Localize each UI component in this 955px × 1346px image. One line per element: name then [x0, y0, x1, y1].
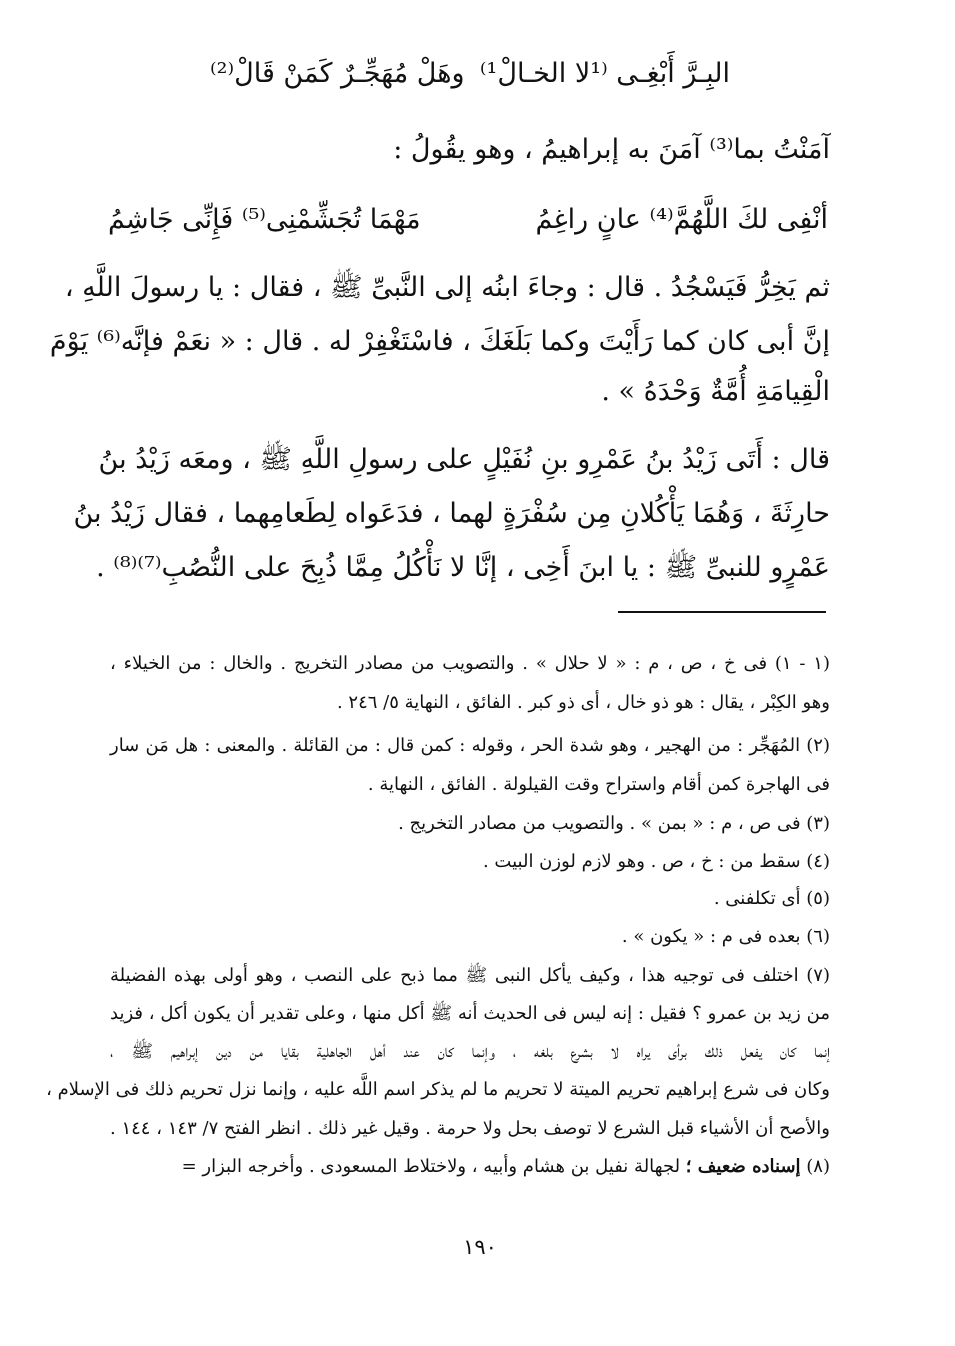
footnote-2-line-2: فى الهاجرة كمن أقام واستراح وقت القيلولة . الفائق ، النهاية . [367, 774, 830, 795]
verse-2-first-hemistich: أنْفِى لكَ اللَّهُمَّ⁽⁴⁾ عانٍ راغِمُ [535, 204, 828, 235]
footnote-1-line-1: (١ - ١) فى خ ، ص ، م : « لا حلال » . والتصويب من مصادر التخريج . والخال : من الخيلاء ، [110, 653, 830, 674]
footnote-7-line-4: وكان فى شرع إبراهيم تحريم الميتة لا تحريم ما لم يذكر اسم اللَّه عليه ، وإنما نزل تحريم ذلك فى الإسلام ، [46, 1079, 830, 1100]
footnote-3: (٣) فى ص ، م : « بمن » . والتصويب من مصادر التخريج . [398, 813, 830, 834]
footnote-1-line-2: وهو الكِبْر ، يقال : هو ذو خال ، أى ذو كبر . الفائق ، النهاية ٥/ ٢٤٦ . [336, 692, 830, 713]
poem-verse-1 [210, 54, 730, 94]
paragraph-1-line-1: ثم يَخِرُّ فَيَسْجُدُ . قال : وجاءَ ابنُه إلى النَّبىِّ ﷺ ، فقال : يا رسولَ اللَّهِ ، [64, 272, 830, 303]
paragraph-2-line-1: قال : أَتَى زَيْدُ بنُ عَمْرِو بنِ نُفَيْلٍ على رسولِ اللَّهِ ﷺ ، ومعَه زَيْدُ بنُ [98, 444, 830, 475]
footnote-4: (٤) سقط من : خ ، ص . وهو لازم لوزن البيت . [482, 851, 830, 872]
poem-verse-2 [108, 200, 828, 240]
paragraph-2-line-2: حارِثَةَ ، وَهُمَا يَأْكُلانِ مِن سُفْرَةٍ لهما ، فدَعَواه لِطَعامِهما ، فقال زَيْدُ بنُ [73, 498, 830, 529]
footnote-7-line-2: من زيد بن عمرو ؟ فقيل : إنه ليس فى الحديث أنه ﷺ أكل منها ، وعلى تقدير أن يكون أكل ، فزيد [110, 1003, 830, 1024]
footnote-divider [618, 611, 826, 613]
footnote-8-number: (٨) [806, 1156, 830, 1177]
page-number: ١٩٠ [463, 1235, 497, 1259]
verse-2-second-hemistich: مَهْمَا تُجَشِّمْنِى⁽⁵⁾ فَإِنِّى جَاشِمُ [108, 204, 421, 235]
paragraph-1-line-2: إنَّ أبى كان كما رَأَيْتَ وكما بَلَغَكَ ، فاسْتَغْفِرْ له . قال : « نعَمْ فإنَّه⁽⁶⁾ يَوْمَ [49, 326, 830, 357]
footnote-7-line-1: (٧) اختلف فى توجيه هذا ، وكيف يأكل النبى ﷺ مما ذبح على النصب ، وهو أولى بهذه الفضيلة [110, 965, 830, 986]
paragraph-2-line-3: عَمْرٍو للنبىِّ ﷺ : يا ابنَ أَخِى ، إنَّا لا نَأْكُلُ مِمَّا ذُبِحَ على النُّصُبِ⁽⁷⁾⁽⁸⁾ . [96, 552, 830, 583]
body-intro-line: آمَنْتُ بما⁽³⁾ آمَنَ به إبراهيمُ ، وهو يقُولُ : [393, 134, 830, 165]
footnote-6: (٦) بعده فى م : « يكون » . [621, 926, 830, 947]
footnote-8-text: لجهالة نفيل بن هشام وأبيه ، ولاختلاط المسعودى . وأخرجه البزار = [181, 1156, 681, 1177]
verse-1-first-hemistich: البِـرَّ أَبْغِـى ⁽¹لا الخـالْ¹⁾ [479, 58, 730, 89]
paragraph-1-line-3: الْقِيامَةِ أُمَّةٌ وَحْدَهُ » . [601, 376, 830, 407]
verse-1-second-hemistich: وهَلْ مُهَجِّـرٌ كَمَنْ قَالْ⁽²⁾ [210, 58, 465, 89]
footnote-5: (٥) أى تكلفنى . [713, 888, 830, 909]
footnote-2-line-1: (٢) المُهَجِّر : من الهجير ، وهو شدة الحر ، وقوله : كمن قال : من القائلة . والمعنى : هل مَن سار [110, 735, 830, 756]
footnote-7-line-3: إنما كان يفعل ذلك برأى يراه لا بشرع بلغه ، وإنما كان عند أهل الجاهلية بقايا من دين إبراهيم ﷺ ، [110, 1041, 830, 1062]
footnote-7-line-5: والأصح أن الأشياء قبل الشرع لا توصف بحل ولا حرمة . وقيل غير ذلك . انظر الفتح ٧/ ١٤٣ ، ١٤٤ . [110, 1118, 830, 1139]
footnote-8-grading: إسناده ضعيف ؛ [685, 1156, 801, 1177]
footnote-8 [110, 1154, 830, 1180]
